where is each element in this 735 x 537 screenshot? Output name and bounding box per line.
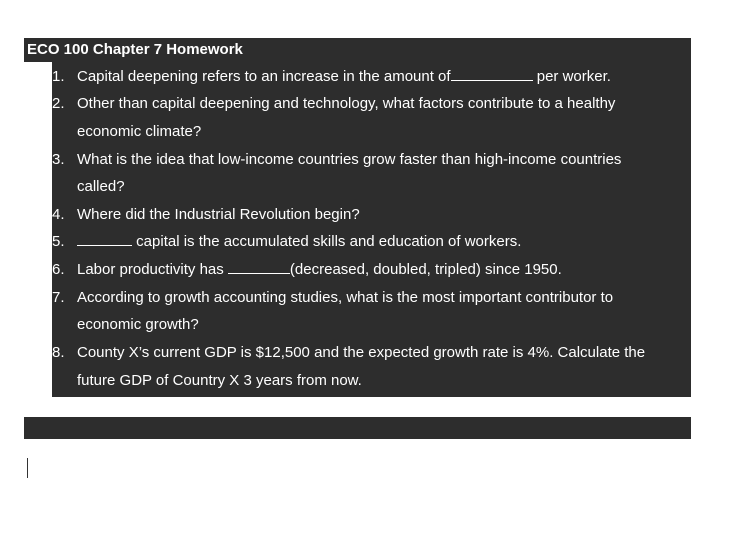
question-8-number: 8.: [52, 344, 65, 361]
question-2-number: 2.: [52, 95, 65, 112]
question-5-text: [77, 232, 521, 252]
question-3-line-1: What is the idea that low-income countries grow faster than high-income countries: [77, 151, 622, 168]
question-1-blank[interactable]: [451, 68, 533, 81]
question-1-text: [77, 67, 611, 87]
question-2-line-1: Other than capital deepening and technology, what factors contribute to a healthy: [77, 95, 616, 112]
empty-highlighted-line[interactable]: [24, 417, 691, 439]
question-7-line-2: economic growth?: [77, 316, 199, 333]
question-6-text: [77, 260, 562, 280]
question-1-text-before: Capital deepening refers to an increase in the amount of: [77, 68, 451, 85]
document-title: ECO 100 Chapter 7 Homework: [27, 41, 243, 58]
question-7-line-1: According to growth accounting studies, what is the most important contributor to: [77, 289, 614, 306]
question-3-line-2: called?: [77, 178, 125, 195]
question-5-number: 5.: [52, 233, 65, 250]
question-4-line-1: Where did the Industrial Revolution begin?: [77, 206, 360, 223]
question-5-text-after: capital is the accumulated skills and education of workers.: [136, 233, 522, 250]
title-highlight: [24, 38, 691, 62]
question-3-number: 3.: [52, 151, 65, 168]
question-8-line-2: future GDP of Country X 3 years from now.: [77, 372, 362, 389]
text-cursor: [27, 458, 28, 478]
question-6-blank[interactable]: [228, 261, 290, 274]
question-1-text-after: per worker.: [536, 68, 611, 85]
question-8-line-1: County X’s current GDP is $12,500 and the expected growth rate is 4%. Calculate the: [77, 344, 646, 361]
question-6-number: 6.: [52, 261, 65, 278]
question-7-number: 7.: [52, 289, 65, 306]
question-6-text-before: Labor productivity has: [77, 261, 224, 278]
question-4-number: 4.: [52, 206, 65, 223]
question-6-text-after: (decreased, doubled, tripled) since 1950.: [289, 261, 562, 278]
question-1-number: 1.: [52, 68, 65, 85]
question-2-line-2: economic climate?: [77, 123, 202, 140]
question-5-blank[interactable]: [77, 233, 132, 246]
